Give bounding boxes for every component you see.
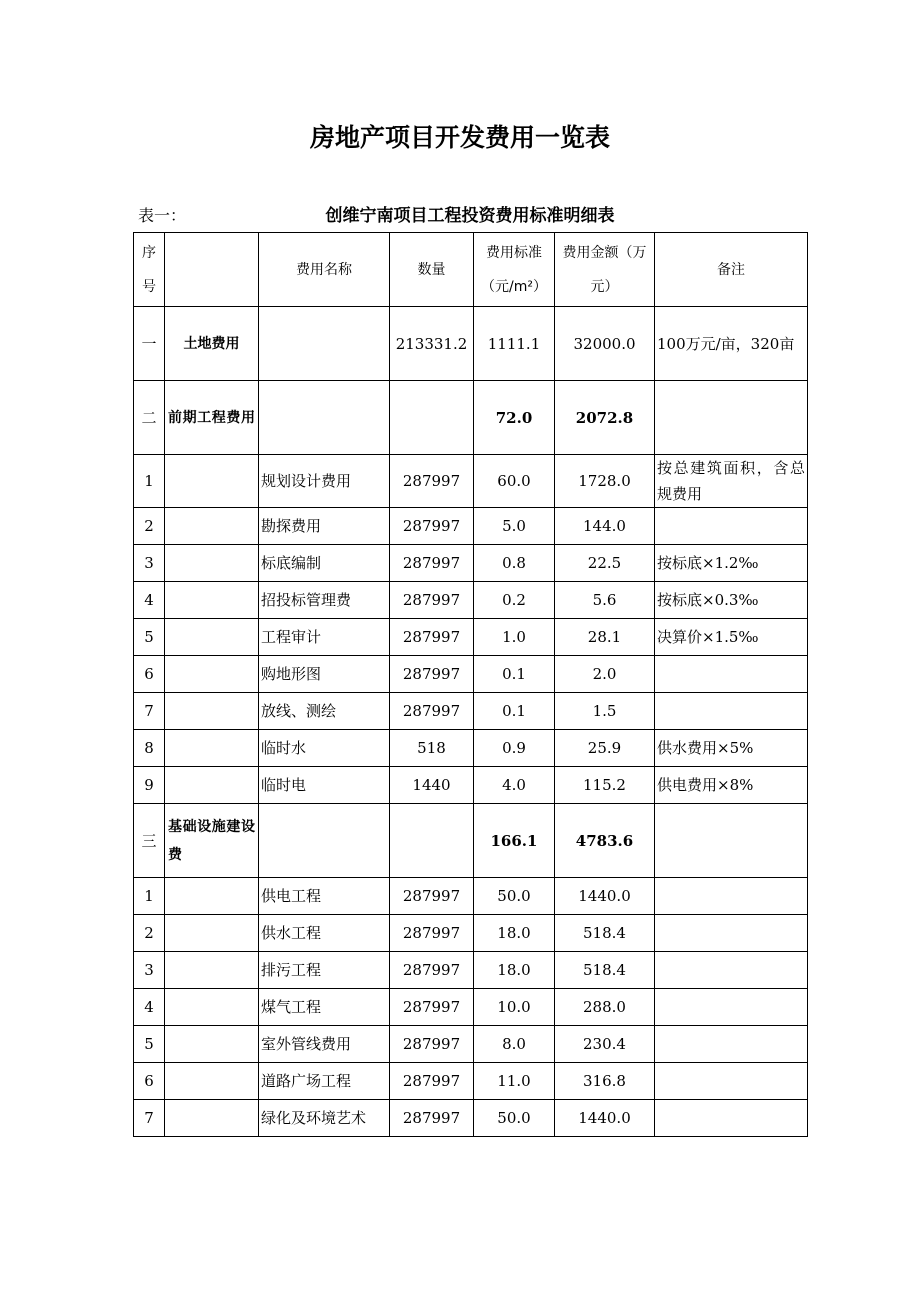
header-remark: 备注 — [655, 233, 808, 307]
table-row — [134, 545, 808, 582]
cell-seq: 1 — [134, 878, 165, 915]
cell-amount: 115.2 — [555, 767, 655, 804]
cell-seq: 4 — [134, 989, 165, 1026]
cell-remark — [655, 952, 808, 989]
cell-remark — [655, 508, 808, 545]
cell-standard: 50.0 — [474, 878, 555, 915]
cell-quantity: 287997 — [390, 619, 474, 656]
cell-quantity — [390, 381, 474, 455]
cell-standard: 72.0 — [474, 381, 555, 455]
cell-category — [165, 582, 259, 619]
table-caption-title: 创维宁南项目工程投资费用标准明细表 — [325, 206, 615, 226]
cell-category — [165, 878, 259, 915]
cell-standard: 11.0 — [474, 1063, 555, 1100]
cell-amount: 32000.0 — [555, 307, 655, 381]
cell-quantity: 287997 — [390, 989, 474, 1026]
cell-name — [259, 804, 390, 878]
cell-category — [165, 545, 259, 582]
cell-remark — [655, 1100, 808, 1137]
cell-seq: 一 — [134, 307, 165, 381]
table-row — [134, 381, 808, 455]
cell-category: 土地费用 — [165, 307, 259, 381]
cell-seq: 7 — [134, 1100, 165, 1137]
cell-seq: 3 — [134, 545, 165, 582]
cell-amount: 518.4 — [555, 952, 655, 989]
cell-name: 勘探费用 — [259, 508, 390, 545]
cell-remark — [655, 915, 808, 952]
cell-category — [165, 508, 259, 545]
cell-amount: 230.4 — [555, 1026, 655, 1063]
cell-seq: 4 — [134, 582, 165, 619]
table-row — [134, 804, 808, 878]
cell-category — [165, 656, 259, 693]
table-row — [134, 952, 808, 989]
cell-name: 规划设计费用 — [259, 455, 390, 508]
cell-category — [165, 455, 259, 508]
cell-category — [165, 730, 259, 767]
cell-remark: 供电费用×8% — [655, 767, 808, 804]
table-body — [134, 233, 808, 1137]
cell-amount: 1728.0 — [555, 455, 655, 508]
cell-seq: 3 — [134, 952, 165, 989]
cell-name: 煤气工程 — [259, 989, 390, 1026]
cell-amount: 4783.6 — [555, 804, 655, 878]
table-row — [134, 1026, 808, 1063]
cell-standard: 18.0 — [474, 915, 555, 952]
header-seq: 序号 — [134, 233, 165, 307]
cell-name — [259, 381, 390, 455]
cell-category: 基础设施建设费 — [165, 804, 259, 878]
cell-remark: 决算价×1.5‰ — [655, 619, 808, 656]
cell-name: 供水工程 — [259, 915, 390, 952]
cell-seq: 二 — [134, 381, 165, 455]
cell-name: 购地形图 — [259, 656, 390, 693]
cell-quantity: 287997 — [390, 545, 474, 582]
cell-seq: 5 — [134, 619, 165, 656]
cell-remark — [655, 1063, 808, 1100]
cell-name: 临时水 — [259, 730, 390, 767]
table-row — [134, 693, 808, 730]
header-category — [165, 233, 259, 307]
cell-remark: 按标底×1.2‰ — [655, 545, 808, 582]
cell-remark — [655, 878, 808, 915]
cell-seq: 8 — [134, 730, 165, 767]
cell-category — [165, 1100, 259, 1137]
cell-category — [165, 693, 259, 730]
table-row — [134, 582, 808, 619]
cell-quantity: 287997 — [390, 1100, 474, 1137]
cell-quantity: 518 — [390, 730, 474, 767]
table-caption-label: 表一： — [138, 206, 187, 225]
cell-amount: 28.1 — [555, 619, 655, 656]
cell-amount: 2.0 — [555, 656, 655, 693]
cell-amount: 288.0 — [555, 989, 655, 1026]
table-row — [134, 878, 808, 915]
table-row — [134, 656, 808, 693]
cell-standard: 18.0 — [474, 952, 555, 989]
cell-name: 临时电 — [259, 767, 390, 804]
cell-quantity: 287997 — [390, 1063, 474, 1100]
cell-seq: 5 — [134, 1026, 165, 1063]
cell-name — [259, 307, 390, 381]
cell-seq: 6 — [134, 1063, 165, 1100]
table-row — [134, 915, 808, 952]
cell-remark — [655, 381, 808, 455]
cell-category — [165, 952, 259, 989]
cell-seq: 7 — [134, 693, 165, 730]
cell-standard: 1111.1 — [474, 307, 555, 381]
cell-remark: 按总建筑面积，含总规费用 — [655, 455, 808, 508]
cell-amount: 2072.8 — [555, 381, 655, 455]
cell-standard: 166.1 — [474, 804, 555, 878]
cell-quantity: 287997 — [390, 455, 474, 508]
cell-remark — [655, 804, 808, 878]
cell-quantity: 287997 — [390, 693, 474, 730]
cell-standard: 0.1 — [474, 693, 555, 730]
cell-category — [165, 767, 259, 804]
cell-quantity: 213331.2 — [390, 307, 474, 381]
header-amount: 费用金额（万元） — [555, 233, 655, 307]
cell-amount: 1440.0 — [555, 1100, 655, 1137]
cell-amount: 316.8 — [555, 1063, 655, 1100]
cell-quantity: 287997 — [390, 878, 474, 915]
cell-remark — [655, 656, 808, 693]
cell-standard: 4.0 — [474, 767, 555, 804]
table-row — [134, 619, 808, 656]
cell-quantity: 287997 — [390, 915, 474, 952]
table-row — [134, 1100, 808, 1137]
header-quantity: 数量 — [390, 233, 474, 307]
cell-seq: 2 — [134, 915, 165, 952]
cell-standard: 10.0 — [474, 989, 555, 1026]
cell-name: 室外管线费用 — [259, 1026, 390, 1063]
cell-standard: 60.0 — [474, 455, 555, 508]
table-row — [134, 307, 808, 381]
document-title: 房地产项目开发费用一览表 — [309, 123, 610, 152]
cell-amount: 1440.0 — [555, 878, 655, 915]
cell-category — [165, 1063, 259, 1100]
cell-amount: 518.4 — [555, 915, 655, 952]
cell-name: 标底编制 — [259, 545, 390, 582]
cell-remark: 供水费用×5% — [655, 730, 808, 767]
table-row — [134, 1063, 808, 1100]
cell-name: 放线、测绘 — [259, 693, 390, 730]
table-row — [134, 730, 808, 767]
cell-name: 绿化及环境艺术 — [259, 1100, 390, 1137]
cell-quantity: 287997 — [390, 1026, 474, 1063]
cell-seq: 6 — [134, 656, 165, 693]
cell-remark: 100万元/亩，320亩 — [655, 307, 808, 381]
table-row — [134, 767, 808, 804]
cell-name: 供电工程 — [259, 878, 390, 915]
cell-quantity: 287997 — [390, 582, 474, 619]
cell-standard: 0.1 — [474, 656, 555, 693]
header-name: 费用名称 — [259, 233, 390, 307]
cell-seq: 2 — [134, 508, 165, 545]
cell-category — [165, 915, 259, 952]
header-standard: 费用标准（元/m²） — [474, 233, 555, 307]
cell-amount: 25.9 — [555, 730, 655, 767]
cell-category — [165, 989, 259, 1026]
table-header-row — [134, 233, 808, 307]
cell-amount: 144.0 — [555, 508, 655, 545]
cell-amount: 22.5 — [555, 545, 655, 582]
cell-standard: 1.0 — [474, 619, 555, 656]
cell-remark — [655, 989, 808, 1026]
cell-quantity — [390, 804, 474, 878]
cell-quantity: 1440 — [390, 767, 474, 804]
cell-name: 排污工程 — [259, 952, 390, 989]
cell-quantity: 287997 — [390, 952, 474, 989]
cell-standard: 0.2 — [474, 582, 555, 619]
cell-category — [165, 1026, 259, 1063]
cell-category — [165, 619, 259, 656]
cell-standard: 50.0 — [474, 1100, 555, 1137]
cell-name: 工程审计 — [259, 619, 390, 656]
cell-remark — [655, 693, 808, 730]
cell-quantity: 287997 — [390, 508, 474, 545]
cell-remark — [655, 1026, 808, 1063]
cell-seq: 三 — [134, 804, 165, 878]
cell-standard: 8.0 — [474, 1026, 555, 1063]
cell-name: 道路广场工程 — [259, 1063, 390, 1100]
cell-standard: 0.8 — [474, 545, 555, 582]
table-row — [134, 508, 808, 545]
table-row — [134, 989, 808, 1026]
cell-seq: 1 — [134, 455, 165, 508]
cell-amount: 1.5 — [555, 693, 655, 730]
cell-amount: 5.6 — [555, 582, 655, 619]
table-row — [134, 455, 808, 508]
cell-category: 前期工程费用 — [165, 381, 259, 455]
cell-standard: 0.9 — [474, 730, 555, 767]
cell-remark: 按标底×0.3‰ — [655, 582, 808, 619]
cell-seq: 9 — [134, 767, 165, 804]
cell-quantity: 287997 — [390, 656, 474, 693]
cell-name: 招投标管理费 — [259, 582, 390, 619]
cell-standard: 5.0 — [474, 508, 555, 545]
cost-table — [133, 232, 808, 1137]
